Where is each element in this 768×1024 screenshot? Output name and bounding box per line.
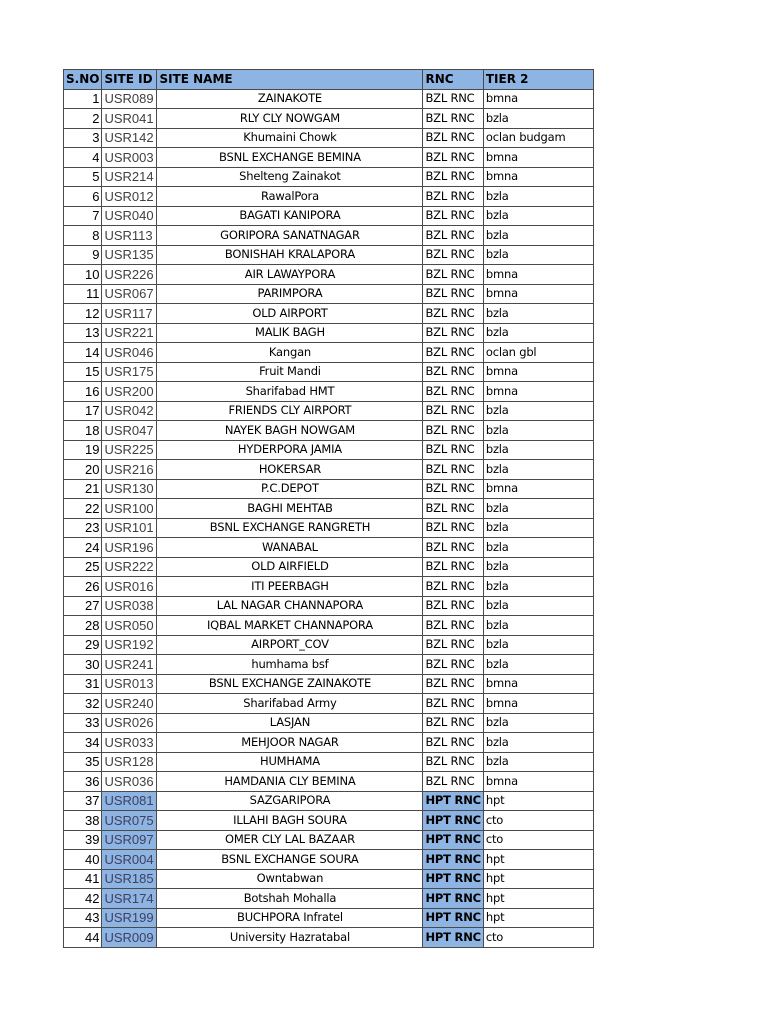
cell-site-name[interactable]: Fruit Mandi <box>157 362 423 382</box>
cell-site-id[interactable]: USR089 <box>102 89 157 109</box>
cell-rnc[interactable]: BZL RNC <box>423 479 483 499</box>
cell-site-id[interactable]: USR241 <box>102 655 157 675</box>
cell-site-id[interactable]: USR009 <box>102 928 157 948</box>
cell-rnc[interactable]: BZL RNC <box>423 499 483 519</box>
cell-rnc[interactable]: BZL RNC <box>423 557 483 577</box>
cell-site-id[interactable]: USR040 <box>102 206 157 226</box>
cell-rnc[interactable]: BZL RNC <box>423 674 483 694</box>
cell-site-id[interactable]: USR135 <box>102 245 157 265</box>
cell-rnc[interactable]: BZL RNC <box>423 401 483 421</box>
cell-site-id[interactable]: USR097 <box>102 830 157 850</box>
cell-site-name[interactable]: FRIENDS CLY AIRPORT <box>157 401 423 421</box>
cell-sno[interactable]: 28 <box>64 616 102 636</box>
cell-sno[interactable]: 18 <box>64 421 102 441</box>
cell-sno[interactable]: 19 <box>64 440 102 460</box>
cell-sno[interactable]: 15 <box>64 362 102 382</box>
cell-sno[interactable]: 37 <box>64 791 102 811</box>
cell-site-name[interactable]: humhama bsf <box>157 655 423 675</box>
cell-sno[interactable]: 2 <box>64 109 102 129</box>
table-row <box>64 382 594 402</box>
cell-sno[interactable]: 27 <box>64 596 102 616</box>
cell-sno[interactable]: 36 <box>64 772 102 792</box>
cell-rnc[interactable]: BZL RNC <box>423 460 483 480</box>
cell-rnc[interactable]: BZL RNC <box>423 284 483 304</box>
cell-site-id[interactable]: USR016 <box>102 577 157 597</box>
table-row <box>64 850 594 870</box>
cell-site-id[interactable]: USR240 <box>102 694 157 714</box>
cell-site-name[interactable]: ITI PEERBAGH <box>157 577 423 597</box>
cell-site-name[interactable]: BSNL EXCHANGE RANGRETH <box>157 518 423 538</box>
cell-sno[interactable]: 42 <box>64 889 102 909</box>
table-row <box>64 499 594 519</box>
cell-tier[interactable]: bzla <box>483 518 593 538</box>
cell-tier[interactable]: bzla <box>483 557 593 577</box>
cell-site-name[interactable]: Khumaini Chowk <box>157 128 423 148</box>
cell-site-name[interactable]: HOKERSAR <box>157 460 423 480</box>
cell-rnc[interactable]: BZL RNC <box>423 187 483 207</box>
table-row <box>64 245 594 265</box>
cell-tier[interactable]: bzla <box>483 401 593 421</box>
cell-site-name[interactable]: Botshah Mohalla <box>157 889 423 909</box>
cell-sno[interactable]: 38 <box>64 811 102 831</box>
header-row <box>64 70 594 90</box>
cell-site-id[interactable]: USR199 <box>102 908 157 928</box>
cell-sno[interactable]: 34 <box>64 733 102 753</box>
cell-site-name[interactable]: Shelteng Zainakot <box>157 167 423 187</box>
table-row <box>64 635 594 655</box>
cell-tier[interactable]: bmna <box>483 382 593 402</box>
cell-tier[interactable]: bzla <box>483 323 593 343</box>
cell-sno[interactable]: 6 <box>64 187 102 207</box>
table-row <box>64 167 594 187</box>
cell-sno[interactable]: 3 <box>64 128 102 148</box>
cell-rnc[interactable]: BZL RNC <box>423 362 483 382</box>
cell-tier[interactable]: bzla <box>483 206 593 226</box>
cell-tier[interactable]: hpt <box>483 791 593 811</box>
cell-rnc[interactable]: BZL RNC <box>423 89 483 109</box>
cell-rnc[interactable]: BZL RNC <box>423 206 483 226</box>
cell-rnc[interactable]: BZL RNC <box>423 518 483 538</box>
cell-sno[interactable]: 43 <box>64 908 102 928</box>
cell-rnc[interactable]: HPT RNC <box>423 830 483 850</box>
table-row <box>64 674 594 694</box>
cell-site-name[interactable]: BSNL EXCHANGE ZAINAKOTE <box>157 674 423 694</box>
cell-tier[interactable]: hpt <box>483 889 593 909</box>
cell-site-id[interactable]: USR216 <box>102 460 157 480</box>
cell-tier[interactable]: bmna <box>483 479 593 499</box>
cell-sno[interactable]: 13 <box>64 323 102 343</box>
cell-site-name[interactable]: SAZGARIPORA <box>157 791 423 811</box>
cell-site-name[interactable]: NAYEK BAGH NOWGAM <box>157 421 423 441</box>
cell-site-id[interactable]: USR047 <box>102 421 157 441</box>
table-row <box>64 694 594 714</box>
cell-site-id[interactable]: USR033 <box>102 733 157 753</box>
cell-tier[interactable]: hpt <box>483 869 593 889</box>
cell-rnc[interactable]: BZL RNC <box>423 596 483 616</box>
cell-rnc[interactable]: BZL RNC <box>423 440 483 460</box>
table-row <box>64 265 594 285</box>
cell-tier[interactable]: bmna <box>483 148 593 168</box>
cell-site-name[interactable]: RLY CLY NOWGAM <box>157 109 423 129</box>
cell-site-id[interactable]: USR003 <box>102 148 157 168</box>
cell-sno[interactable]: 22 <box>64 499 102 519</box>
cell-site-name[interactable]: ZAINAKOTE <box>157 89 423 109</box>
cell-site-id[interactable]: USR185 <box>102 869 157 889</box>
cell-tier[interactable]: bmna <box>483 89 593 109</box>
cell-site-id[interactable]: USR222 <box>102 557 157 577</box>
cell-site-name[interactable]: IQBAL MARKET CHANNAPORA <box>157 616 423 636</box>
cell-site-id[interactable]: USR225 <box>102 440 157 460</box>
cell-site-id[interactable]: USR221 <box>102 323 157 343</box>
table-row <box>64 752 594 772</box>
cell-site-id[interactable]: USR174 <box>102 889 157 909</box>
table-row <box>64 616 594 636</box>
cell-site-name[interactable]: HYDERPORA JAMIA <box>157 440 423 460</box>
cell-tier[interactable]: bmna <box>483 772 593 792</box>
table-row <box>64 304 594 324</box>
cell-site-name[interactable]: AIR LAWAYPORA <box>157 265 423 285</box>
cell-sno[interactable]: 10 <box>64 265 102 285</box>
cell-tier[interactable]: bzla <box>483 635 593 655</box>
cell-tier[interactable]: cto <box>483 811 593 831</box>
cell-tier[interactable]: bzla <box>483 187 593 207</box>
cell-site-id[interactable]: USR012 <box>102 187 157 207</box>
cell-tier[interactable]: cto <box>483 928 593 948</box>
cell-site-id[interactable]: USR036 <box>102 772 157 792</box>
cell-tier[interactable]: bzla <box>483 733 593 753</box>
cell-rnc[interactable]: HPT RNC <box>423 928 483 948</box>
site-table <box>63 69 594 948</box>
cell-rnc[interactable]: BZL RNC <box>423 538 483 558</box>
cell-site-name[interactable]: LAL NAGAR CHANNAPORA <box>157 596 423 616</box>
cell-site-name[interactable]: Sharifabad HMT <box>157 382 423 402</box>
table-row <box>64 362 594 382</box>
cell-tier[interactable]: oclan budgam <box>483 128 593 148</box>
cell-tier[interactable]: bzla <box>483 655 593 675</box>
cell-site-id[interactable]: USR050 <box>102 616 157 636</box>
cell-rnc[interactable]: BZL RNC <box>423 421 483 441</box>
cell-sno[interactable]: 26 <box>64 577 102 597</box>
cell-site-id[interactable]: USR192 <box>102 635 157 655</box>
cell-site-name[interactable]: HAMDANIA CLY BEMINA <box>157 772 423 792</box>
table-row <box>64 538 594 558</box>
table-row <box>64 733 594 753</box>
table-row <box>64 109 594 129</box>
cell-site-name[interactable]: BAGHI MEHTAB <box>157 499 423 519</box>
cell-site-id[interactable]: USR100 <box>102 499 157 519</box>
table-row <box>64 713 594 733</box>
cell-tier[interactable]: bmna <box>483 694 593 714</box>
cell-rnc[interactable]: BZL RNC <box>423 694 483 714</box>
cell-sno[interactable]: 23 <box>64 518 102 538</box>
cell-site-name[interactable]: LASJAN <box>157 713 423 733</box>
cell-tier[interactable]: bmna <box>483 284 593 304</box>
cell-rnc[interactable]: BZL RNC <box>423 167 483 187</box>
cell-tier[interactable]: bzla <box>483 616 593 636</box>
cell-site-id[interactable]: USR142 <box>102 128 157 148</box>
cell-site-name[interactable]: Kangan <box>157 343 423 363</box>
table-row <box>64 830 594 850</box>
table-row <box>64 908 594 928</box>
table-row <box>64 323 594 343</box>
cell-site-name[interactable]: MEHJOOR NAGAR <box>157 733 423 753</box>
cell-site-name[interactable]: Owntabwan <box>157 869 423 889</box>
cell-site-name[interactable]: WANABAL <box>157 538 423 558</box>
cell-rnc[interactable]: BZL RNC <box>423 343 483 363</box>
cell-sno[interactable]: 7 <box>64 206 102 226</box>
cell-tier[interactable]: bmna <box>483 362 593 382</box>
cell-site-name[interactable]: BAGATI KANIPORA <box>157 206 423 226</box>
table-row <box>64 343 594 363</box>
cell-site-name[interactable]: RawalPora <box>157 187 423 207</box>
cell-tier[interactable]: hpt <box>483 850 593 870</box>
cell-rnc[interactable]: BZL RNC <box>423 109 483 129</box>
header-rnc[interactable]: RNC <box>423 70 483 90</box>
cell-site-id[interactable]: USR196 <box>102 538 157 558</box>
cell-rnc[interactable]: BZL RNC <box>423 635 483 655</box>
cell-sno[interactable]: 35 <box>64 752 102 772</box>
cell-sno[interactable]: 32 <box>64 694 102 714</box>
cell-site-name[interactable]: BSNL EXCHANGE BEMINA <box>157 148 423 168</box>
cell-rnc[interactable]: BZL RNC <box>423 713 483 733</box>
cell-sno[interactable]: 4 <box>64 148 102 168</box>
cell-site-name[interactable]: OLD AIRFIELD <box>157 557 423 577</box>
header-tier[interactable]: TIER 2 <box>483 70 593 90</box>
cell-site-name[interactable]: Sharifabad Army <box>157 694 423 714</box>
cell-tier[interactable]: bzla <box>483 109 593 129</box>
table-row <box>64 772 594 792</box>
cell-tier[interactable]: bmna <box>483 674 593 694</box>
cell-site-id[interactable]: USR013 <box>102 674 157 694</box>
table-row <box>64 206 594 226</box>
table-row <box>64 811 594 831</box>
cell-site-id[interactable]: USR004 <box>102 850 157 870</box>
table-row <box>64 440 594 460</box>
cell-tier[interactable]: bmna <box>483 167 593 187</box>
cell-rnc[interactable]: BZL RNC <box>423 245 483 265</box>
cell-tier[interactable]: bzla <box>483 226 593 246</box>
cell-sno[interactable]: 9 <box>64 245 102 265</box>
cell-site-name[interactable]: ILLAHI BAGH SOURA <box>157 811 423 831</box>
cell-site-name[interactable]: University Hazratabal <box>157 928 423 948</box>
cell-tier[interactable]: bzla <box>483 440 593 460</box>
cell-rnc[interactable]: HPT RNC <box>423 889 483 909</box>
table-row <box>64 128 594 148</box>
cell-site-name[interactable]: HUMHAMA <box>157 752 423 772</box>
cell-rnc[interactable]: BZL RNC <box>423 304 483 324</box>
cell-rnc[interactable]: BZL RNC <box>423 148 483 168</box>
cell-sno[interactable]: 40 <box>64 850 102 870</box>
table-row <box>64 869 594 889</box>
cell-site-name[interactable]: GORIPORA SANATNAGAR <box>157 226 423 246</box>
cell-tier[interactable]: bzla <box>483 538 593 558</box>
table-row <box>64 284 594 304</box>
cell-rnc[interactable]: BZL RNC <box>423 382 483 402</box>
cell-sno[interactable]: 41 <box>64 869 102 889</box>
table-row <box>64 655 594 675</box>
cell-sno[interactable]: 44 <box>64 928 102 948</box>
cell-sno[interactable]: 30 <box>64 655 102 675</box>
cell-sno[interactable]: 29 <box>64 635 102 655</box>
table-row <box>64 401 594 421</box>
cell-site-id[interactable]: USR042 <box>102 401 157 421</box>
table-row <box>64 791 594 811</box>
cell-rnc[interactable]: HPT RNC <box>423 811 483 831</box>
cell-site-name[interactable]: PARIMPORA <box>157 284 423 304</box>
header-site-name[interactable]: SITE NAME <box>157 70 423 90</box>
cell-rnc[interactable]: HPT RNC <box>423 850 483 870</box>
cell-tier[interactable]: bzla <box>483 752 593 772</box>
table-row <box>64 148 594 168</box>
cell-sno[interactable]: 24 <box>64 538 102 558</box>
cell-rnc[interactable]: HPT RNC <box>423 869 483 889</box>
cell-rnc[interactable]: BZL RNC <box>423 772 483 792</box>
cell-site-id[interactable]: USR200 <box>102 382 157 402</box>
cell-tier[interactable]: bzla <box>483 304 593 324</box>
header-sno[interactable]: S.NO <box>64 70 102 90</box>
cell-site-name[interactable]: BONISHAH KRALAPORA <box>157 245 423 265</box>
cell-sno[interactable]: 11 <box>64 284 102 304</box>
cell-site-id[interactable]: USR041 <box>102 109 157 129</box>
cell-tier[interactable]: bzla <box>483 713 593 733</box>
table-row <box>64 421 594 441</box>
table-row <box>64 460 594 480</box>
cell-tier[interactable]: cto <box>483 830 593 850</box>
table-row <box>64 557 594 577</box>
cell-rnc[interactable]: BZL RNC <box>423 616 483 636</box>
table-row <box>64 577 594 597</box>
cell-tier[interactable]: bzla <box>483 421 593 441</box>
cell-sno[interactable]: 14 <box>64 343 102 363</box>
table-row <box>64 89 594 109</box>
cell-site-id[interactable]: USR026 <box>102 713 157 733</box>
cell-site-name[interactable]: P.C.DEPOT <box>157 479 423 499</box>
cell-site-id[interactable]: USR117 <box>102 304 157 324</box>
cell-site-name[interactable]: OMER CLY LAL BAZAAR <box>157 830 423 850</box>
table-row <box>64 187 594 207</box>
cell-site-name[interactable]: BUCHPORA Infratel <box>157 908 423 928</box>
cell-site-id[interactable]: USR128 <box>102 752 157 772</box>
cell-site-id[interactable]: USR038 <box>102 596 157 616</box>
cell-site-name[interactable]: MALIK BAGH <box>157 323 423 343</box>
cell-rnc[interactable]: HPT RNC <box>423 791 483 811</box>
cell-rnc[interactable]: BZL RNC <box>423 752 483 772</box>
cell-tier[interactable]: bzla <box>483 499 593 519</box>
table-row <box>64 518 594 538</box>
cell-sno[interactable]: 20 <box>64 460 102 480</box>
cell-rnc[interactable]: BZL RNC <box>423 265 483 285</box>
cell-sno[interactable]: 33 <box>64 713 102 733</box>
cell-rnc[interactable]: BZL RNC <box>423 655 483 675</box>
cell-site-name[interactable]: BSNL EXCHANGE SOURA <box>157 850 423 870</box>
table-row <box>64 479 594 499</box>
cell-rnc[interactable]: BZL RNC <box>423 128 483 148</box>
cell-tier[interactable]: bzla <box>483 577 593 597</box>
cell-sno[interactable]: 17 <box>64 401 102 421</box>
table-row <box>64 889 594 909</box>
cell-site-id[interactable]: USR075 <box>102 811 157 831</box>
cell-tier[interactable]: bzla <box>483 245 593 265</box>
cell-tier[interactable]: bzla <box>483 460 593 480</box>
table-row <box>64 226 594 246</box>
cell-site-id[interactable]: USR130 <box>102 479 157 499</box>
cell-site-id[interactable]: USR175 <box>102 362 157 382</box>
cell-rnc[interactable]: HPT RNC <box>423 908 483 928</box>
cell-rnc[interactable]: BZL RNC <box>423 226 483 246</box>
cell-sno[interactable]: 12 <box>64 304 102 324</box>
cell-sno[interactable]: 16 <box>64 382 102 402</box>
cell-site-id[interactable]: USR113 <box>102 226 157 246</box>
cell-rnc[interactable]: BZL RNC <box>423 733 483 753</box>
cell-sno[interactable]: 5 <box>64 167 102 187</box>
cell-sno[interactable]: 8 <box>64 226 102 246</box>
cell-tier[interactable]: oclan gbl <box>483 343 593 363</box>
cell-sno[interactable]: 25 <box>64 557 102 577</box>
cell-site-id[interactable]: USR081 <box>102 791 157 811</box>
table-row <box>64 596 594 616</box>
header-site-id[interactable]: SITE ID <box>102 70 157 90</box>
cell-sno[interactable]: 31 <box>64 674 102 694</box>
cell-site-name[interactable]: AIRPORT_COV <box>157 635 423 655</box>
cell-rnc[interactable]: BZL RNC <box>423 323 483 343</box>
cell-sno[interactable]: 1 <box>64 89 102 109</box>
cell-site-id[interactable]: USR214 <box>102 167 157 187</box>
cell-tier[interactable]: bzla <box>483 596 593 616</box>
cell-site-id[interactable]: USR101 <box>102 518 157 538</box>
table-row <box>64 928 594 948</box>
cell-rnc[interactable]: BZL RNC <box>423 577 483 597</box>
cell-site-id[interactable]: USR226 <box>102 265 157 285</box>
cell-sno[interactable]: 39 <box>64 830 102 850</box>
cell-sno[interactable]: 21 <box>64 479 102 499</box>
cell-site-name[interactable]: OLD AIRPORT <box>157 304 423 324</box>
cell-site-id[interactable]: USR046 <box>102 343 157 363</box>
cell-tier[interactable]: bmna <box>483 265 593 285</box>
cell-site-id[interactable]: USR067 <box>102 284 157 304</box>
cell-tier[interactable]: hpt <box>483 908 593 928</box>
